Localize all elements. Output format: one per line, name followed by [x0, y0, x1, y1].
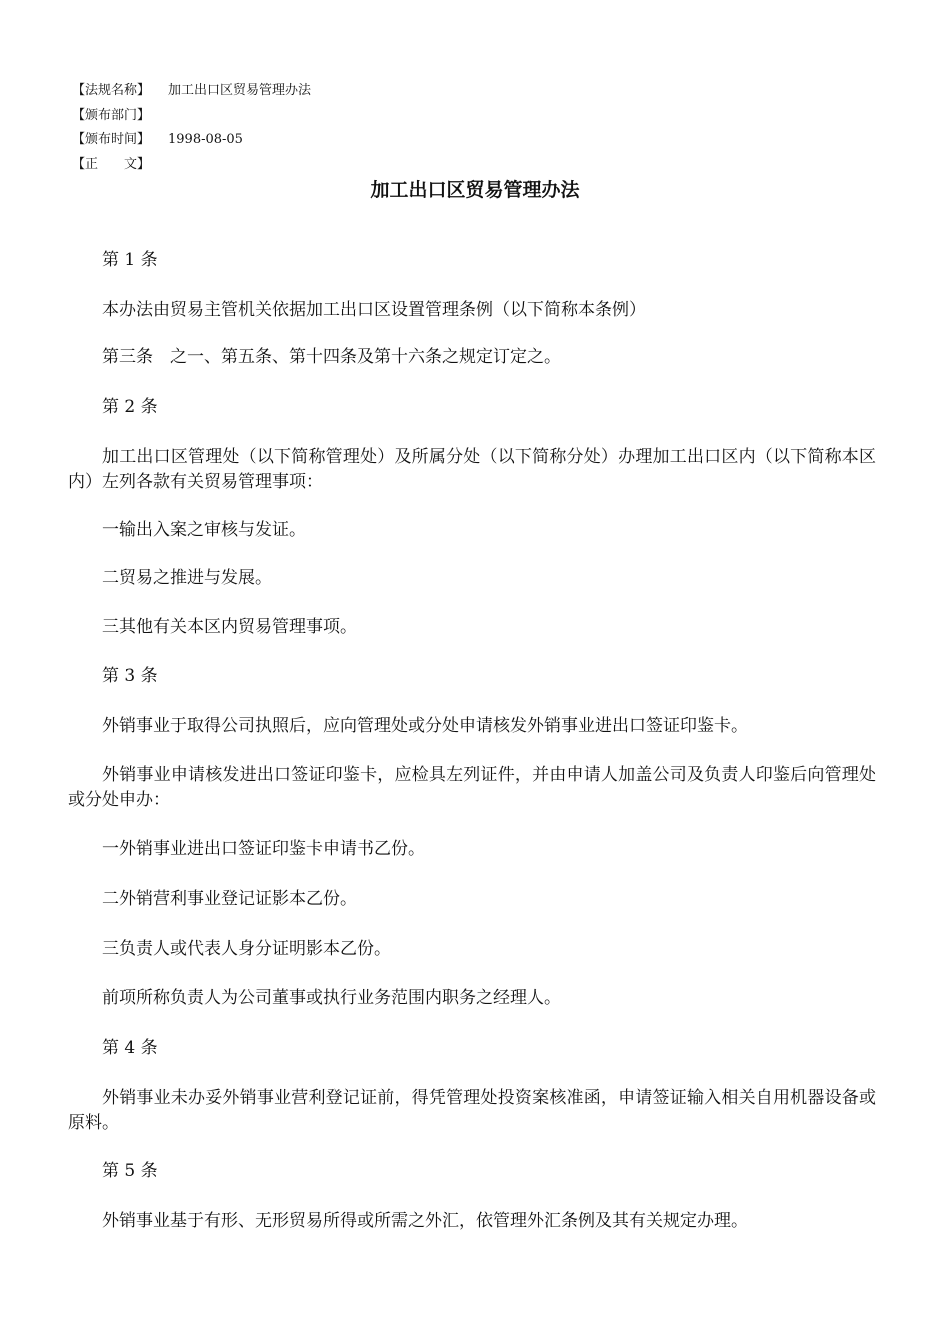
- meta-key: 【颁布部门】: [72, 107, 151, 123]
- paragraph: 第三条 之一、第五条、第十四条及第十六条之规定订定之。: [102, 347, 561, 367]
- document-title: 加工出口区贸易管理办法: [370, 179, 580, 201]
- list-item: 一输出入案之审核与发证。: [102, 520, 306, 540]
- meta-key: 【正 文】: [72, 156, 151, 172]
- paragraph: 外销事业申请核发进出口签证印鉴卡，应检具左列证件，并由申请人加盖公司及负责人印鉴后向管理处或分处申办：: [68, 765, 876, 810]
- article-heading: 第 3 条: [102, 666, 158, 686]
- paragraph: 外销事业基于有形、无形贸易所得或所需之外汇，依管理外汇条例及其有关规定办理。: [102, 1211, 748, 1231]
- meta-row-name: [72, 79, 311, 104]
- list-item: 一外销事业进出口签证印鉴卡申请书乙份。: [102, 839, 425, 859]
- article-heading: 第 4 条: [102, 1038, 158, 1058]
- list-item: 三负责人或代表人身分证明影本乙份。: [102, 939, 391, 959]
- paragraph: 外销事业于取得公司执照后，应向管理处或分处申请核发外销事业进出口签证印鉴卡。: [102, 716, 748, 736]
- paragraph: 外销事业未办妥外销事业营利登记证前，得凭管理处投资案核准函，申请签证输入相关自用机器设备或原料。: [68, 1088, 876, 1133]
- meta-key: 【颁布时间】: [72, 132, 151, 147]
- article-heading: 第 5 条: [102, 1161, 158, 1181]
- article-heading: 第 2 条: [102, 397, 158, 417]
- meta-value: 加工出口区贸易管理办法: [168, 83, 312, 98]
- list-item: 二贸易之推进与发展。: [102, 568, 272, 588]
- list-item: 三其他有关本区内贸易管理事项。: [102, 617, 357, 637]
- meta-row-date: [72, 128, 311, 153]
- paragraph: 前项所称负责人为公司董事或执行业务范围内职务之经理人。: [102, 988, 561, 1008]
- paragraph: 本办法由贸易主管机关依据加工出口区设置管理条例（以下简称本条例）: [102, 300, 646, 320]
- meta-row-body: [72, 153, 311, 178]
- meta-row-department: [72, 104, 311, 129]
- metadata-block: [72, 79, 311, 177]
- document-body: [68, 248, 876, 1234]
- meta-value: 1998-08-05: [168, 132, 243, 147]
- paragraph: 加工出口区管理处（以下简称管理处）及所属分处（以下简称分处）办理加工出口区内（以下简称本区内）左列各款有关贸易管理事项：: [68, 447, 876, 492]
- meta-key: 【法规名称】: [72, 83, 151, 98]
- list-item: 二外销营利事业登记证影本乙份。: [102, 889, 357, 909]
- article-heading: 第 1 条: [102, 250, 158, 270]
